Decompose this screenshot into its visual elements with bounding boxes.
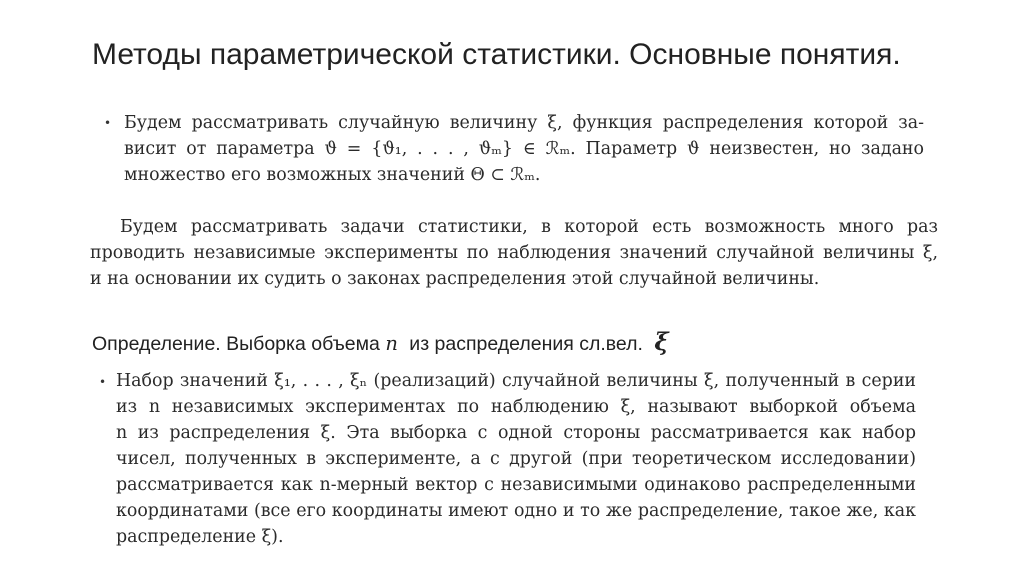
- definition-variable: n: [385, 332, 398, 355]
- paragraph-line: Будем рассматривать случайную величину ξ, функция распределения которой за-: [124, 113, 924, 133]
- definition-symbol: ξ: [654, 327, 669, 356]
- paragraph-line: висит от параметра ϑ = {ϑ₁, . . . , ϑₘ} ∈ ℛₘ. Параметр ϑ неизвестен, но задано: [124, 139, 924, 159]
- slide-title: Методы параметрической статистики. Основные понятия.: [92, 38, 901, 71]
- bullet-marker: •: [99, 375, 107, 389]
- paragraph-line: координатами (все его координаты имеют одно и то же распределение, такое же, как: [116, 501, 916, 521]
- paragraph-line: и на основании их судить о законах распределения этой случайной величины.: [90, 269, 820, 289]
- paragraph-line: чисел, полученных в эксперименте, а с другой (при теоретическом исследовании): [116, 449, 916, 469]
- paragraph-line: проводить независимые эксперименты по наблюдения значений случайной величины ξ,: [90, 243, 938, 263]
- paragraph-statistics-tasks: [90, 214, 938, 292]
- bullet-marker: •: [104, 116, 112, 130]
- paragraph-line: множество его возможных значений Θ ⊂ ℛₘ.: [124, 165, 541, 185]
- paragraph-line: рассматривается как n-мерный вектор с независимыми одинаково распределенными: [116, 475, 916, 495]
- paragraph-line: Будем рассматривать задачи статистики, в которой есть возможность много раз: [120, 217, 938, 237]
- definition-middle: из распределения сл.вел.: [409, 333, 643, 355]
- paragraph-parameter: [124, 110, 924, 188]
- paragraph-line: Набор значений ξ₁, . . . , ξₙ (реализаций) случайной величины ξ, полученный в серии: [116, 371, 916, 391]
- definition-heading: [92, 327, 992, 356]
- paragraph-sample-definition: [116, 368, 916, 550]
- definition-prefix: Определение. Выборка объема: [92, 333, 380, 355]
- paragraph-line: распределение ξ).: [116, 527, 284, 547]
- paragraph-line: из n независимых экспериментах по наблюдению ξ, называют выборкой объема: [116, 397, 916, 417]
- paragraph-line: n из распределения ξ. Эта выборка с одной стороны рассматривается как набор: [116, 423, 916, 443]
